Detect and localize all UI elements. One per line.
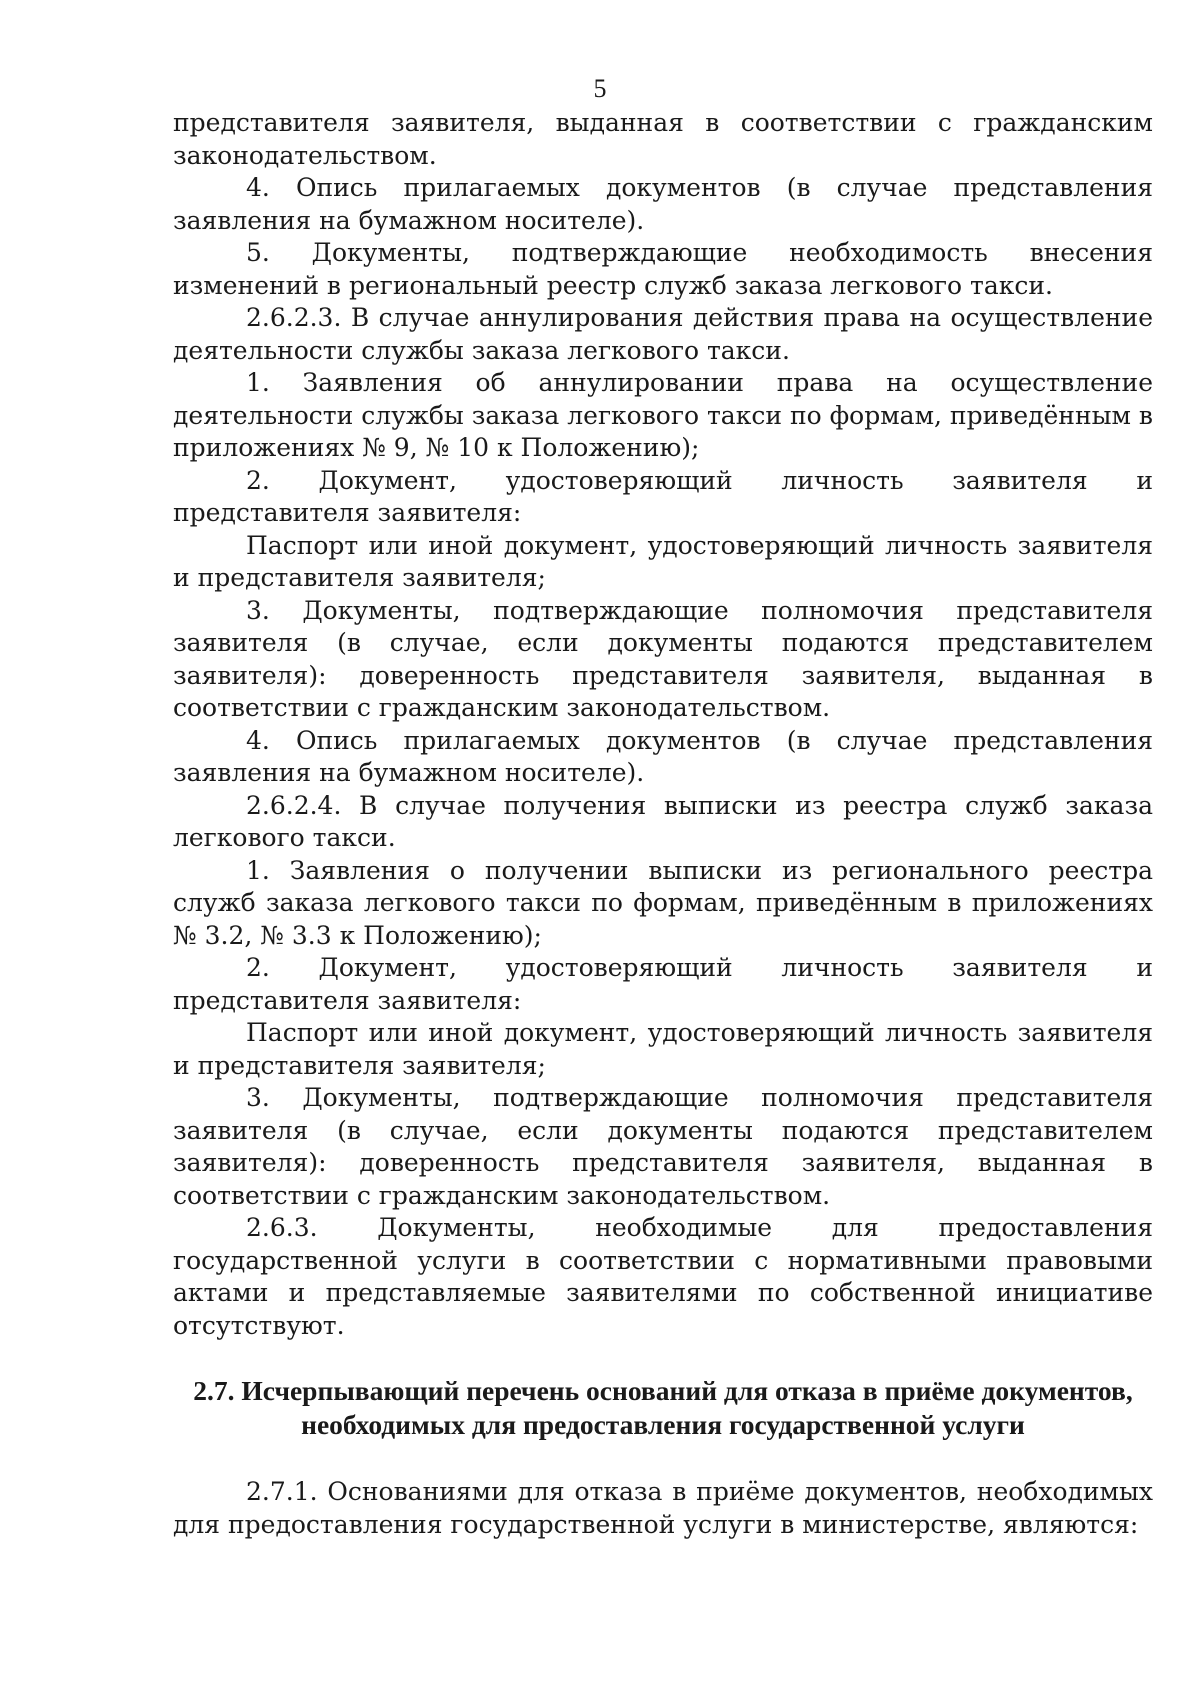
paragraph: 3. Документы, подтверждающие полномочия представителя заявителя (в случае, если документы подаются представителем заявителя): доверенность представителя заявителя, выданная в соответствии с гражданским законодательством.: [173, 595, 1153, 722]
paragraph: 1. Заявления об аннулировании права на осуществление деятельности службы заказа легкового такси по формам, приведённым в приложениях № 9, № 10 к Положению);: [173, 368, 1153, 462]
page-number: 5: [593, 74, 607, 103]
document-body: [173, 107, 1153, 1541]
paragraph: Паспорт или иной документ, удостоверяющий личность заявителя и представителя заявителя;: [173, 1018, 1153, 1080]
paragraph: 5. Документы, подтверждающие необходимость внесения изменений в региональный реестр служб заказа легкового такси.: [173, 238, 1153, 300]
paragraph: 1. Заявления о получении выписки из регионального реестра служб заказа легкового такси по формам, приведённым в приложениях № 3.2, № 3.3 к Положению);: [173, 855, 1153, 950]
paragraph: 4. Опись прилагаемых документов (в случае представления заявления на бумажном носителе).: [173, 173, 1153, 235]
section-heading: 2.7. Исчерпывающий перечень оснований для отказа в приёме документов, необходимых для предоставления государственной услуги: [193, 1375, 1133, 1440]
paragraph-group-bottom: [173, 1476, 1153, 1541]
paragraph: 2. Документ, удостоверяющий личность заявителя и представителя заявителя:: [173, 465, 1153, 527]
paragraph-group-top: [173, 107, 1153, 1342]
paragraph: 2.7.1. Основаниями для отказа в приёме документов, необходимых для предоставления государственной услуги в министерстве, являются:: [173, 1477, 1153, 1539]
paragraph: 2.6.2.3. В случае аннулирования действия права на осуществление деятельности службы заказа легкового такси.: [173, 303, 1153, 365]
paragraph: представителя заявителя, выданная в соответствии с гражданским законодательством.: [173, 108, 1153, 170]
paragraph: 4. Опись прилагаемых документов (в случае представления заявления на бумажном носителе).: [173, 725, 1153, 787]
paragraph: 2.6.3. Документы, необходимые для предоставления государственной услуги в соответствии с нормативными правовыми актами и представляемые заявителями по собственной инициативе отсутствуют.: [173, 1213, 1153, 1340]
paragraph: 2. Документ, удостоверяющий личность заявителя и представителя заявителя:: [173, 953, 1153, 1015]
paragraph: Паспорт или иной документ, удостоверяющий личность заявителя и представителя заявителя;: [173, 530, 1153, 592]
paragraph: 3. Документы, подтверждающие полномочия представителя заявителя (в случае, если документы подаются представителем заявителя): доверенность представителя заявителя, выданная в соответствии с гражданским законодательством.: [173, 1083, 1153, 1210]
paragraph: 2.6.2.4. В случае получения выписки из реестра служб заказа легкового такси.: [173, 790, 1153, 852]
